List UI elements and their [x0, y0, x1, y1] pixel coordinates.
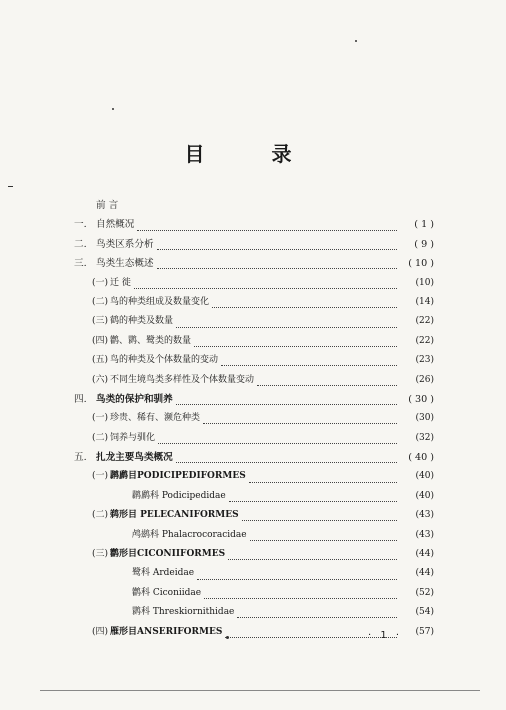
toc-entry-page: (52) [415, 587, 434, 598]
toc-entry-number: (六) [92, 374, 109, 385]
toc-entry-page: (44) [415, 568, 434, 579]
toc-entry-number: (一) [92, 471, 109, 482]
toc-entry-label: 鸟的种类组成及数量变化 [110, 296, 210, 307]
toc-entry-page: ( 1 ) [414, 219, 434, 231]
dot-leader [203, 411, 397, 424]
toc-entry-number: (一) [92, 277, 109, 288]
toc-entry-page: (10) [415, 277, 434, 288]
dot-leader [158, 431, 397, 444]
dot-leader [157, 256, 397, 269]
toc-entry-page: ( 9 ) [414, 238, 434, 250]
toc-entry-page: (30) [415, 413, 434, 424]
toc-entry-number: (二) [92, 510, 109, 521]
dot-leader [176, 450, 397, 463]
speck [226, 636, 229, 639]
toc-entry [74, 293, 434, 312]
dot-leader [249, 470, 397, 483]
toc-entry [74, 351, 434, 370]
dot-leader [250, 528, 397, 541]
toc-entry [74, 235, 434, 254]
toc-entry [74, 409, 434, 428]
toc-entry-number: 二. [74, 238, 87, 250]
dot-leader [176, 315, 397, 328]
page-number: · 1 · [368, 630, 403, 641]
toc-entry-label: 自然概况 [96, 219, 135, 231]
toc-entry [74, 215, 434, 234]
toc-entry-label: 䴙䴘科 Podicipedidae [132, 490, 226, 501]
dot-leader [176, 392, 397, 405]
toc-entry-label: 䴙䴘目PODICIPEDIFORMES [110, 471, 246, 482]
dot-leader [212, 295, 397, 308]
dot-leader [237, 605, 397, 618]
toc-entry [74, 506, 434, 525]
speck [355, 40, 357, 42]
toc-entry-label: 鸬鹚科 Phalacrocoracidae [132, 529, 247, 540]
toc-list [74, 196, 434, 642]
toc-entry [74, 196, 434, 215]
toc-entry-number: 一. [74, 219, 87, 231]
bottom-rule [40, 690, 480, 691]
toc-entry-page: (26) [415, 374, 434, 385]
toc-entry [74, 487, 434, 506]
toc-entry-label: 鹤的种类及数量 [110, 316, 174, 327]
speck [8, 186, 13, 187]
toc-entry [74, 274, 434, 293]
toc-entry-number: (三) [92, 549, 109, 560]
toc-entry-page: ( 40 ) [408, 452, 434, 464]
toc-entry-page: (40) [415, 490, 434, 501]
toc-entry-page: (44) [415, 549, 434, 560]
dot-leader [194, 334, 397, 347]
toc-entry-page: (22) [415, 335, 434, 346]
toc-entry-label: 鸟类区系分析 [96, 238, 154, 250]
toc-entry-page: (43) [415, 510, 434, 521]
toc-entry-number: (二) [92, 432, 109, 443]
toc-entry-label: 饲养与驯化 [110, 432, 156, 443]
dot-leader [134, 276, 397, 289]
toc-entry-number: (四) [92, 626, 109, 637]
toc-entry-page: ( 30 ) [408, 393, 434, 405]
toc-entry-number: 四. [74, 393, 87, 405]
toc-entry-label: 前 言 [96, 200, 119, 211]
toc-entry-page: (23) [415, 355, 434, 366]
toc-entry-label: 扎龙主要鸟类概况 [96, 452, 173, 464]
toc-entry [74, 332, 434, 351]
toc-entry-page: (57) [415, 626, 434, 637]
toc-entry-page: (43) [415, 529, 434, 540]
toc-entry-label: 鸟的种类及个体数量的变动 [110, 355, 219, 366]
toc-entry-label: 鹭科 Ardeidae [132, 568, 195, 579]
toc-entry [74, 526, 434, 545]
toc-entry-page: (22) [415, 316, 434, 327]
toc-entry [74, 467, 434, 486]
toc-entry-number: 三. [74, 258, 87, 270]
dot-leader [229, 489, 397, 502]
dot-leader [204, 586, 397, 599]
toc-entry-label: 不同生境鸟类多样性及个体数量变动 [110, 374, 255, 385]
toc-title: 目 录 [184, 142, 322, 166]
toc-entry-label: 鹳、鹮、鹭类的数量 [110, 335, 192, 346]
toc-entry [74, 603, 434, 622]
toc-entry-label: 雁形目ANSERIFORMES [110, 626, 223, 637]
toc-entry-page: ( 10 ) [408, 258, 434, 270]
toc-entry-label: 鸟类的保护和驯养 [96, 393, 173, 405]
dot-leader [137, 218, 397, 231]
dot-leader [197, 567, 397, 580]
toc-entry-label: 鹳科 Ciconiidae [132, 587, 202, 598]
toc-entry [74, 584, 434, 603]
toc-entry [74, 448, 434, 467]
toc-entry [74, 564, 434, 583]
toc-entry-label: 迁 徙 [110, 277, 131, 288]
toc-entry-number: 五. [74, 452, 87, 464]
toc-entry-number: (二) [92, 296, 109, 307]
dot-leader [221, 353, 397, 366]
toc-entry-page: (14) [415, 296, 434, 307]
toc-entry-page: (40) [415, 471, 434, 482]
dot-leader [242, 508, 397, 521]
toc-entry-number: (四) [92, 335, 109, 346]
toc-entry [74, 312, 434, 331]
toc-entry-number: (五) [92, 355, 109, 366]
toc-entry [74, 429, 434, 448]
toc-entry [74, 254, 434, 273]
dot-leader [228, 547, 397, 560]
toc-entry-label: 鹈形目 PELECANIFORMES [110, 510, 239, 521]
toc-entry-number: (一) [92, 413, 109, 424]
toc-entry [74, 390, 434, 409]
toc-entry [74, 545, 434, 564]
toc-entry-page: (32) [415, 432, 434, 443]
toc-entry-label: 珍贵、稀有、濒危种类 [110, 413, 201, 424]
toc-entry-page: (54) [415, 607, 434, 618]
toc-entry-label: 鸟类生态概述 [96, 258, 154, 270]
toc-entry-label: 鹳形目CICONIIFORMES [110, 549, 226, 560]
dot-leader [157, 237, 397, 250]
dot-leader [257, 373, 397, 386]
toc-entry-label: 鹮科 Threskiornithidae [132, 607, 235, 618]
toc-entry-number: (三) [92, 316, 109, 327]
toc-entry [74, 371, 434, 390]
speck [112, 108, 114, 110]
